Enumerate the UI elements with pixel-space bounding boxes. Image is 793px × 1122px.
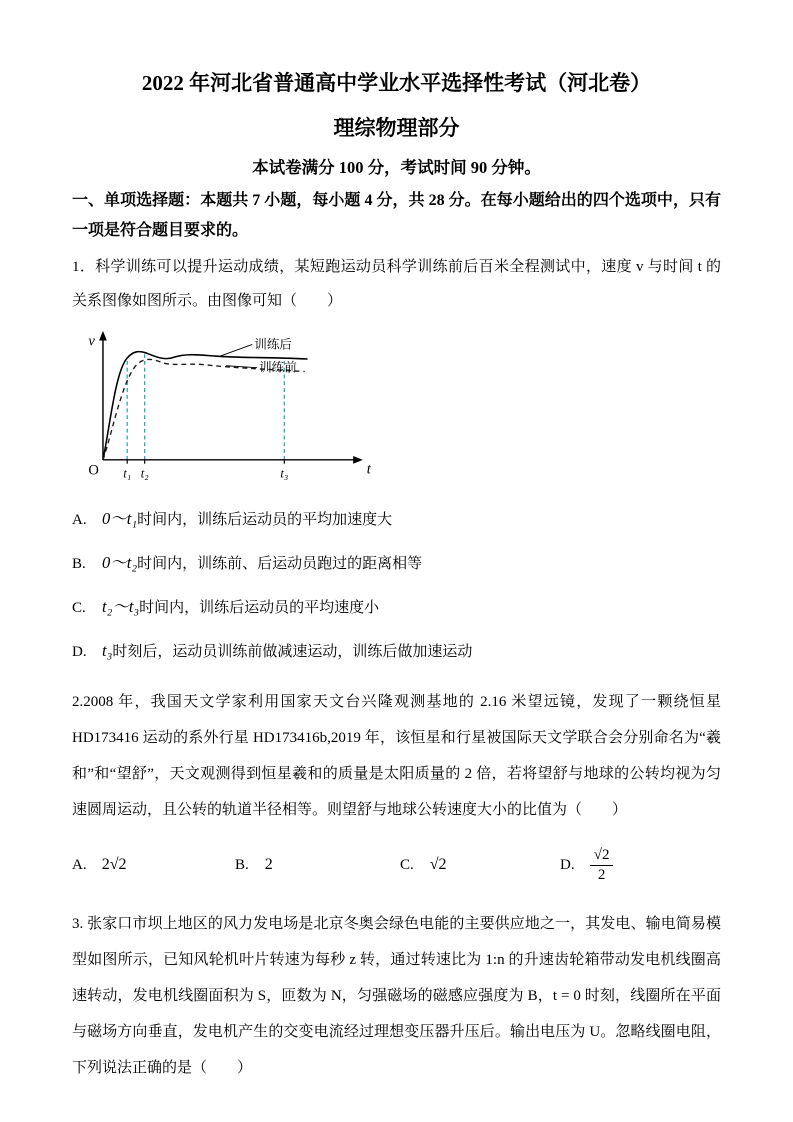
option-d-label: D. [72,644,87,661]
origin-label: O [88,462,99,479]
question-1-option-a [72,509,721,530]
question-2-option-c [400,856,560,874]
option-c-math: t₂～t₃ [102,597,140,617]
option-d-label: D. [560,856,575,873]
question-1-option-c [72,597,721,618]
tick-label-t3: t₃ [280,466,289,481]
question-2-option-d [560,847,721,885]
fraction-numerator: √2 [590,847,614,866]
velocity-time-graph [74,326,386,486]
leader-after-training [220,345,252,357]
page-title: 2022 年河北省普通高中学业水平选择性考试（河北卷） [141,71,652,95]
question-2-stem: 2.2008 年，我国天文学家利用国家天文台兴隆观测基地的 2.16 米望远镜，发现了一颗绕恒星 HD173416 运动的系外行星 HD173416b,2019 年，该恒星和行星被国际天文学联合会分别命名为“羲和”和“望舒”，天文观测得到恒星羲和的质量是太阳质量的 2 倍，若将望舒与地球的公转均视为匀速圆周运动，且公转的轨道半径相等。则望舒与地球公转速度大小的比值为（ ） [72,694,721,819]
option-a-label: A. [72,512,87,529]
y-axis-arrow [99,331,107,341]
question-1-option-b [72,553,721,574]
question-1-option-d [72,641,721,662]
curve-label-after-training: 训练后 [254,337,293,352]
option-c-label: C. [400,857,414,874]
option-c-label: C. [72,600,86,617]
question-1-stem: 1．科学训练可以提升运动成绩，某短跑运动员科学训练前后百米全程测试中，速度 v 与时间 t 的关系图像如图所示。由图像可知（ ） [72,259,721,310]
curve-label-before-training: 训练前 [259,360,297,375]
leader-before-training [226,366,257,368]
option-d-math: t₃ [102,641,113,661]
option-c-value: √2 [429,856,447,874]
option-a-math: 0～t₁ [102,509,138,529]
option-a-text: 时间内，训练后运动员的平均加速度大 [137,512,393,529]
option-c-text: 时间内，训练后运动员的平均速度小 [139,600,380,617]
exam-info: 本试卷满分 100 分，考试时间 90 分钟。 [252,158,541,178]
page-subtitle: 理综物理部分 [333,116,460,141]
option-d-fraction [590,847,614,885]
option-b-label: B. [72,556,86,573]
question-2-option-a [72,856,235,874]
tick-label-t1: t₁ [123,466,132,481]
graph-svg [74,326,386,486]
section-header: 一、单项选择题：本题共 7 小题，每小题 4 分，共 28 分。在每小题给出的四个选项中，只有一项是符合题目要求的。 [72,192,721,240]
option-a-label: A. [72,857,87,874]
question-2-options [72,844,721,886]
question-2-option-b [235,856,400,874]
option-b-text: 时间内，训练前、后运动员跑过的距离相等 [137,556,423,573]
option-a-value: 2√2 [101,856,127,874]
question-1-options [72,509,721,662]
question-3-stem: 3. 张家口市坝上地区的风力发电场是北京冬奥会绿色电能的主要供应地之一，其发电、输电简易模型如图所示，已知风轮机叶片转速为每秒 z 转，通过转速比为 1:n 的升速齿轮箱带动发电机线圈高速转动，发电机线圈面积为 S，匝数为 N，匀强磁场的磁感应强度为 B，t = 0 时刻，线圈所在平面与磁场方向垂直，发电机产生的交变电流经过理想变压器升压后。输出电压为 U。忽略线圈电阻，下列说法正确的是（ ） [72,916,721,1077]
option-b-value: 2 [264,856,273,874]
x-axis-label: t [366,461,371,478]
tick-label-t2: t₂ [140,466,149,481]
y-axis-label: v [88,333,95,350]
fraction-denominator: 2 [597,866,606,883]
option-b-label: B. [235,857,249,874]
option-b-math: 0～t₂ [102,553,138,573]
x-axis-arrow [353,456,363,464]
option-d-text: 时刻后，运动员训练前做减速运动，训练后做加速运动 [112,644,473,661]
